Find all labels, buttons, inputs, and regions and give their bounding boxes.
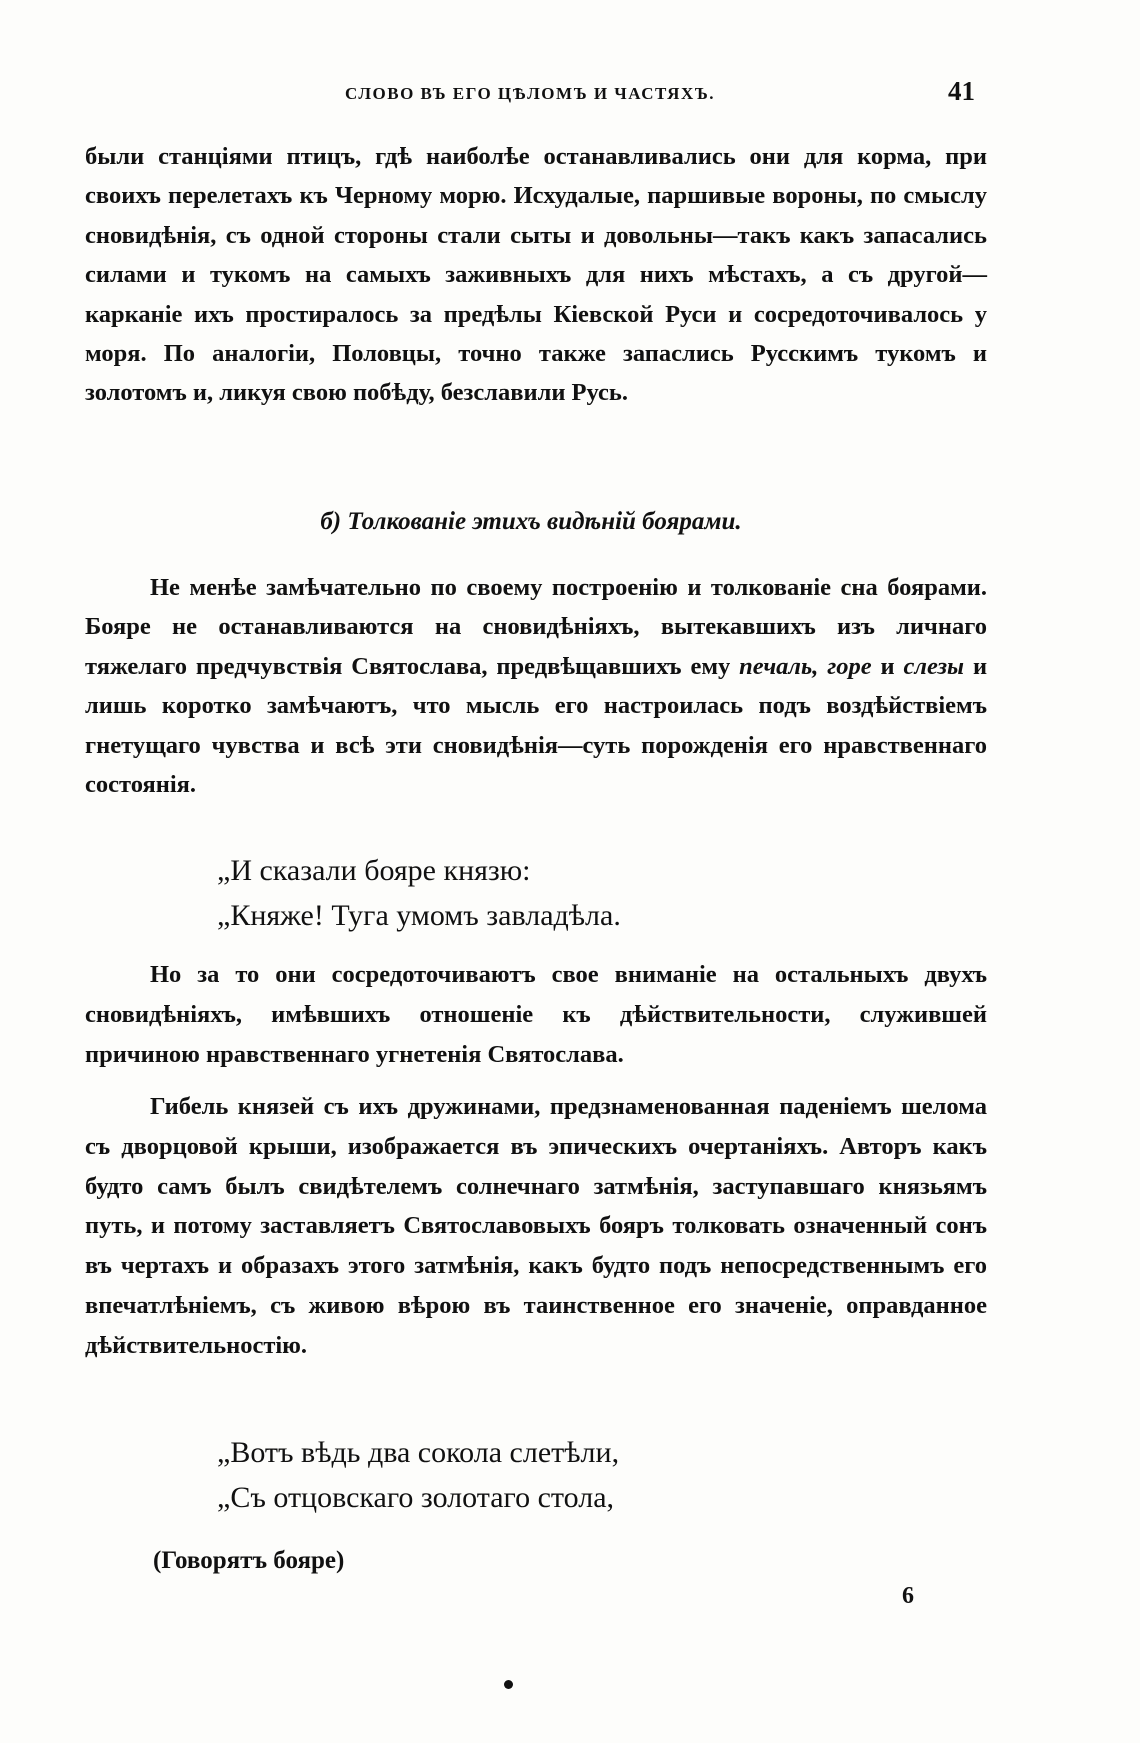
attribution: (Говорятъ бояре) [153, 1547, 345, 1574]
signature-mark: 6 [902, 1583, 914, 1609]
ink-dot [504, 1680, 513, 1689]
page-number: 41 [948, 76, 975, 106]
verse-line: „И сказали бояре князю: [217, 854, 531, 887]
verse-line: „Княже! Туга умомъ завладѣла. [217, 899, 621, 932]
paragraph-2-after: и лишь коротко замѣчаютъ, что мысль его настроилась подъ воздѣйствіемъ гнетущаго чувства и всѣ эти сновидѣнія—суть порожденія его нравственнаго состоянія. [85, 652, 988, 799]
verse-quote-2 [217, 1430, 619, 1520]
verse-line: „Съ отцовскаго золотаго стола, [217, 1481, 615, 1514]
emphasis-pechal: печаль, [739, 652, 819, 680]
paragraph-2 [85, 568, 987, 804]
running-head: СЛОВО ВЪ ЕГО ЦѢЛОМЪ И ЧАСТЯХЪ. [344, 84, 715, 103]
paragraph-2-conj: и [880, 652, 895, 680]
section-heading: б) Толкованіе этихъ видѣній боярами. [320, 508, 742, 535]
emphasis-slezy: слезы [903, 652, 965, 680]
emphasis-gore: горе [827, 652, 872, 680]
verse-line: „Вотъ вѣдь два сокола слетѣли, [217, 1436, 620, 1469]
paragraph-3: Но за то они сосредоточиваютъ свое вниманіе на остальныхъ двухъ сновидѣніяхъ, имѣвшихъ отношеніе къ дѣйствительности, служившей причиною нравственнаго угнетенія Святослава. [85, 961, 987, 1068]
paragraph-1: были станціями птицъ, гдѣ наиболѣе останавливались они для корма, при своихъ перелетахъ къ Черному морю. Исхудалые, паршивые вороны, по смыслу сновидѣнія, съ одной стороны стали сыты и довольны—такъ какъ запасались силами и тукомъ на самыхъ заживныхъ для нихъ мѣстахъ, а съ другой—карканіе ихъ простиралось за предѣлы Кіевской Руси и сосредоточивалось у моря. По аналогіи, Половцы, точно также запаслись Русскимъ тукомъ и золотомъ и, ликуя свою побѣду, безславили Русь. [85, 143, 987, 407]
paragraph-4: Гибель князей съ ихъ дружинами, предзнаменованная паденіемъ шелома съ дворцовой крыши, изображается въ эпическихъ очертаніяхъ. Авторъ какъ будто самъ былъ свидѣтелемъ солнечнаго затмѣнія, заступавшаго князьямъ путь, и потому заставляетъ Святославовыхъ бояръ толковать означенный сонъ въ чертахъ и образахъ этого затмѣнія, какъ будто подъ непосредственнымъ его впечатлѣніемъ, съ живою вѣрою въ таинственное его значеніе, оправданное дѣйствительностію. [85, 1093, 987, 1359]
paragraph-2-before: Не менѣе замѣчательно по своему построенію и толкованіе сна боярами. Бояре не останавливаются на сновидѣніяхъ, вытекавшихъ изъ личнаго тяжелаго предчувствія Святослава, предвѣщавшихъ ему [85, 574, 987, 680]
verse-quote-1 [217, 848, 621, 938]
